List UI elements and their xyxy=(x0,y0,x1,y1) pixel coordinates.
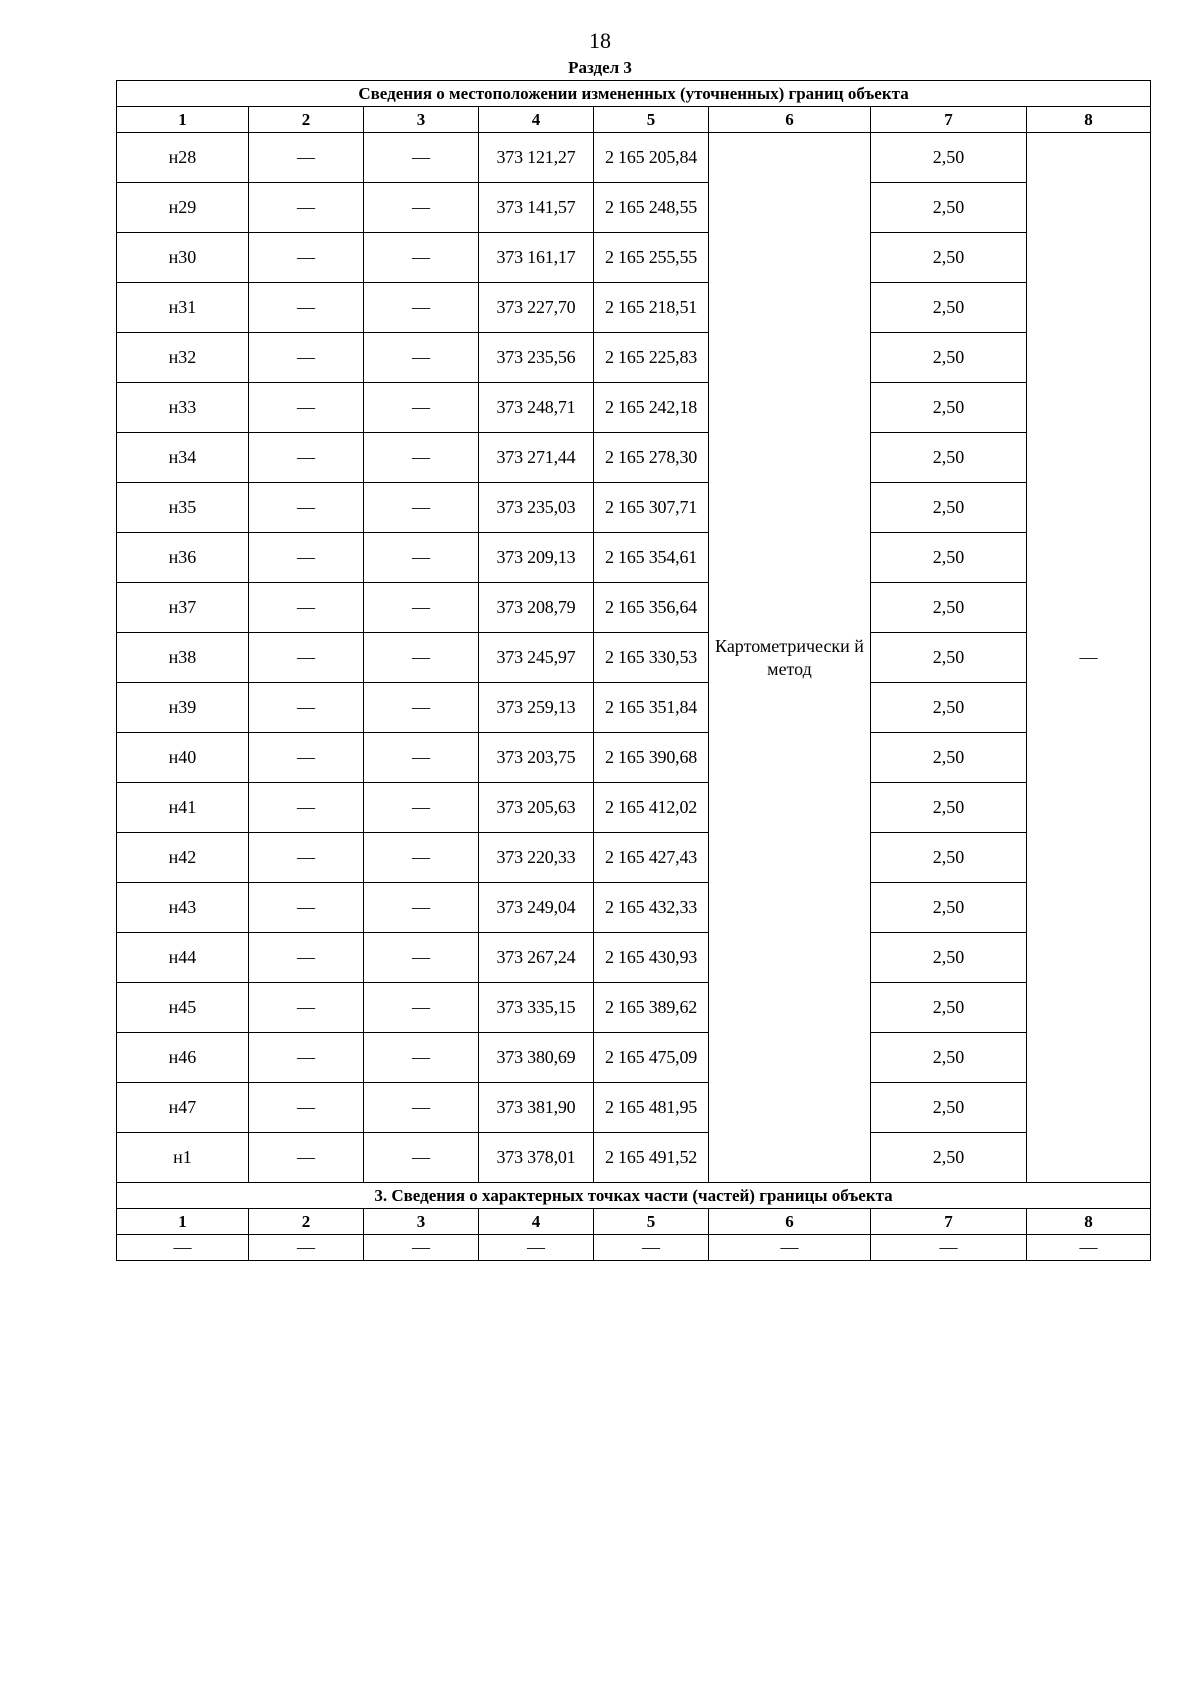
table-cell: — xyxy=(871,1235,1027,1261)
accuracy-cell: 2,50 xyxy=(871,833,1027,883)
y-coordinate-cell: 2 165 218,51 xyxy=(594,283,709,333)
accuracy-cell: 2,50 xyxy=(871,1133,1027,1183)
y-coordinate-cell: 2 165 242,18 xyxy=(594,383,709,433)
point-cell: н33 xyxy=(117,383,249,433)
accuracy-cell: 2,50 xyxy=(871,183,1027,233)
table-cell: — xyxy=(249,1235,364,1261)
x-coordinate-cell: 373 141,57 xyxy=(479,183,594,233)
column3-cell: — xyxy=(364,383,479,433)
accuracy-cell: 2,50 xyxy=(871,333,1027,383)
table-row xyxy=(117,183,1151,233)
column2-cell: — xyxy=(249,1133,364,1183)
point-cell: н40 xyxy=(117,733,249,783)
table-row xyxy=(117,433,1151,483)
section-title: Раздел 3 xyxy=(568,58,632,77)
table-row xyxy=(117,333,1151,383)
x-coordinate-cell: 373 121,27 xyxy=(479,133,594,183)
table-cell: — xyxy=(117,1235,249,1261)
column2-cell: — xyxy=(249,283,364,333)
column3-cell: — xyxy=(364,583,479,633)
column3-cell: — xyxy=(364,483,479,533)
accuracy-cell: 2,50 xyxy=(871,233,1027,283)
accuracy-cell: 2,50 xyxy=(871,1033,1027,1083)
accuracy-cell: 2,50 xyxy=(871,533,1027,583)
table-row xyxy=(117,483,1151,533)
column2-cell: — xyxy=(249,1033,364,1083)
column3-cell: — xyxy=(364,233,479,283)
column3-cell: — xyxy=(364,183,479,233)
table1-header-row xyxy=(117,107,1151,133)
x-coordinate-cell: 373 259,13 xyxy=(479,683,594,733)
table2-title-row xyxy=(117,1183,1151,1209)
point-cell: н38 xyxy=(117,633,249,683)
column3-cell: — xyxy=(364,733,479,783)
column3-cell: — xyxy=(364,1083,479,1133)
column3-cell: — xyxy=(364,433,479,483)
table1-title: Сведения о местоположении измененных (уточненных) границ объекта xyxy=(117,81,1151,107)
column3-cell: — xyxy=(364,283,479,333)
point-cell: н1 xyxy=(117,1133,249,1183)
accuracy-cell: 2,50 xyxy=(871,883,1027,933)
y-coordinate-cell: 2 165 205,84 xyxy=(594,133,709,183)
column-header: 1 xyxy=(117,1209,249,1235)
column2-cell: — xyxy=(249,583,364,633)
table-row xyxy=(117,383,1151,433)
y-coordinate-cell: 2 165 354,61 xyxy=(594,533,709,583)
column3-cell: — xyxy=(364,633,479,683)
x-coordinate-cell: 373 208,79 xyxy=(479,583,594,633)
table-row xyxy=(117,633,1151,683)
point-cell: н44 xyxy=(117,933,249,983)
accuracy-cell: 2,50 xyxy=(871,133,1027,183)
y-coordinate-cell: 2 165 389,62 xyxy=(594,983,709,1033)
point-cell: н28 xyxy=(117,133,249,183)
page-number: 18 xyxy=(589,28,611,53)
x-coordinate-cell: 373 381,90 xyxy=(479,1083,594,1133)
point-cell: н46 xyxy=(117,1033,249,1083)
column-header: 8 xyxy=(1027,107,1151,133)
table-body xyxy=(117,81,1151,1261)
point-cell: н45 xyxy=(117,983,249,1033)
table-row xyxy=(117,983,1151,1033)
y-coordinate-cell: 2 165 330,53 xyxy=(594,633,709,683)
table2-row xyxy=(117,1235,1151,1261)
point-cell: н41 xyxy=(117,783,249,833)
column-header: 2 xyxy=(249,1209,364,1235)
column2-cell: — xyxy=(249,633,364,683)
y-coordinate-cell: 2 165 255,55 xyxy=(594,233,709,283)
table-row xyxy=(117,683,1151,733)
column2-cell: — xyxy=(249,683,364,733)
x-coordinate-cell: 373 267,24 xyxy=(479,933,594,983)
table-cell: — xyxy=(1027,1235,1151,1261)
column2-cell: — xyxy=(249,833,364,883)
column3-cell: — xyxy=(364,133,479,183)
column2-cell: — xyxy=(249,533,364,583)
column2-cell: — xyxy=(249,933,364,983)
method-cell: Картометрически й метод xyxy=(709,133,871,1183)
y-coordinate-cell: 2 165 307,71 xyxy=(594,483,709,533)
x-coordinate-cell: 373 378,01 xyxy=(479,1133,594,1183)
accuracy-cell: 2,50 xyxy=(871,983,1027,1033)
accuracy-cell: 2,50 xyxy=(871,283,1027,333)
point-cell: н39 xyxy=(117,683,249,733)
x-coordinate-cell: 373 205,63 xyxy=(479,783,594,833)
column-header: 8 xyxy=(1027,1209,1151,1235)
column2-cell: — xyxy=(249,1083,364,1133)
point-cell: н30 xyxy=(117,233,249,283)
table-row xyxy=(117,883,1151,933)
table-cell: — xyxy=(709,1235,871,1261)
point-cell: н36 xyxy=(117,533,249,583)
y-coordinate-cell: 2 165 432,33 xyxy=(594,883,709,933)
column-header: 3 xyxy=(364,107,479,133)
point-cell: н37 xyxy=(117,583,249,633)
table2-header-row xyxy=(117,1209,1151,1235)
x-coordinate-cell: 373 249,04 xyxy=(479,883,594,933)
point-cell: н29 xyxy=(117,183,249,233)
x-coordinate-cell: 373 220,33 xyxy=(479,833,594,883)
column-header: 4 xyxy=(479,107,594,133)
point-cell: н43 xyxy=(117,883,249,933)
column2-cell: — xyxy=(249,183,364,233)
column3-cell: — xyxy=(364,783,479,833)
y-coordinate-cell: 2 165 351,84 xyxy=(594,683,709,733)
column3-cell: — xyxy=(364,933,479,983)
accuracy-cell: 2,50 xyxy=(871,383,1027,433)
column-header: 6 xyxy=(709,1209,871,1235)
column3-cell: — xyxy=(364,1133,479,1183)
accuracy-cell: 2,50 xyxy=(871,483,1027,533)
table-row xyxy=(117,583,1151,633)
table-row xyxy=(117,283,1151,333)
table-row xyxy=(117,833,1151,883)
boundary-table xyxy=(116,80,1151,1261)
point-cell: н34 xyxy=(117,433,249,483)
accuracy-cell: 2,50 xyxy=(871,633,1027,683)
accuracy-cell: 2,50 xyxy=(871,1083,1027,1133)
accuracy-cell: 2,50 xyxy=(871,733,1027,783)
x-coordinate-cell: 373 203,75 xyxy=(479,733,594,783)
column2-cell: — xyxy=(249,383,364,433)
column2-cell: — xyxy=(249,783,364,833)
column-header: 1 xyxy=(117,107,249,133)
table-cell: — xyxy=(594,1235,709,1261)
x-coordinate-cell: 373 235,03 xyxy=(479,483,594,533)
column3-cell: — xyxy=(364,833,479,883)
column-header: 4 xyxy=(479,1209,594,1235)
point-cell: н32 xyxy=(117,333,249,383)
y-coordinate-cell: 2 165 390,68 xyxy=(594,733,709,783)
column8-cell: — xyxy=(1027,133,1151,1183)
point-cell: н47 xyxy=(117,1083,249,1133)
table1-title-row xyxy=(117,81,1151,107)
point-cell: н35 xyxy=(117,483,249,533)
y-coordinate-cell: 2 165 427,43 xyxy=(594,833,709,883)
column2-cell: — xyxy=(249,483,364,533)
column3-cell: — xyxy=(364,683,479,733)
y-coordinate-cell: 2 165 278,30 xyxy=(594,433,709,483)
table-row xyxy=(117,233,1151,283)
table-row xyxy=(117,1033,1151,1083)
column2-cell: — xyxy=(249,333,364,383)
column2-cell: — xyxy=(249,433,364,483)
column2-cell: — xyxy=(249,983,364,1033)
column3-cell: — xyxy=(364,533,479,583)
table-row xyxy=(117,1083,1151,1133)
table-cell: — xyxy=(479,1235,594,1261)
column3-cell: — xyxy=(364,1033,479,1083)
x-coordinate-cell: 373 209,13 xyxy=(479,533,594,583)
x-coordinate-cell: 373 245,97 xyxy=(479,633,594,683)
table-cell: — xyxy=(364,1235,479,1261)
column2-cell: — xyxy=(249,233,364,283)
table-row xyxy=(117,533,1151,583)
column-header: 3 xyxy=(364,1209,479,1235)
table-row xyxy=(117,133,1151,183)
accuracy-cell: 2,50 xyxy=(871,783,1027,833)
y-coordinate-cell: 2 165 430,93 xyxy=(594,933,709,983)
column3-cell: — xyxy=(364,333,479,383)
y-coordinate-cell: 2 165 356,64 xyxy=(594,583,709,633)
table-row xyxy=(117,1133,1151,1183)
x-coordinate-cell: 373 271,44 xyxy=(479,433,594,483)
table-row xyxy=(117,933,1151,983)
x-coordinate-cell: 373 161,17 xyxy=(479,233,594,283)
column-header: 7 xyxy=(871,107,1027,133)
column-header: 5 xyxy=(594,107,709,133)
accuracy-cell: 2,50 xyxy=(871,433,1027,483)
y-coordinate-cell: 2 165 491,52 xyxy=(594,1133,709,1183)
column2-cell: — xyxy=(249,133,364,183)
table-row xyxy=(117,783,1151,833)
table2-title: 3. Сведения о характерных точках части (частей) границы объекта xyxy=(117,1183,1151,1209)
y-coordinate-cell: 2 165 481,95 xyxy=(594,1083,709,1133)
y-coordinate-cell: 2 165 248,55 xyxy=(594,183,709,233)
point-cell: н31 xyxy=(117,283,249,333)
x-coordinate-cell: 373 248,71 xyxy=(479,383,594,433)
accuracy-cell: 2,50 xyxy=(871,583,1027,633)
x-coordinate-cell: 373 227,70 xyxy=(479,283,594,333)
y-coordinate-cell: 2 165 412,02 xyxy=(594,783,709,833)
x-coordinate-cell: 373 335,15 xyxy=(479,983,594,1033)
column2-cell: — xyxy=(249,733,364,783)
accuracy-cell: 2,50 xyxy=(871,683,1027,733)
column-header: 7 xyxy=(871,1209,1027,1235)
x-coordinate-cell: 373 235,56 xyxy=(479,333,594,383)
accuracy-cell: 2,50 xyxy=(871,933,1027,983)
column-header: 6 xyxy=(709,107,871,133)
column2-cell: — xyxy=(249,883,364,933)
column3-cell: — xyxy=(364,883,479,933)
point-cell: н42 xyxy=(117,833,249,883)
x-coordinate-cell: 373 380,69 xyxy=(479,1033,594,1083)
column-header: 2 xyxy=(249,107,364,133)
column-header: 5 xyxy=(594,1209,709,1235)
y-coordinate-cell: 2 165 475,09 xyxy=(594,1033,709,1083)
column3-cell: — xyxy=(364,983,479,1033)
table-row xyxy=(117,733,1151,783)
y-coordinate-cell: 2 165 225,83 xyxy=(594,333,709,383)
